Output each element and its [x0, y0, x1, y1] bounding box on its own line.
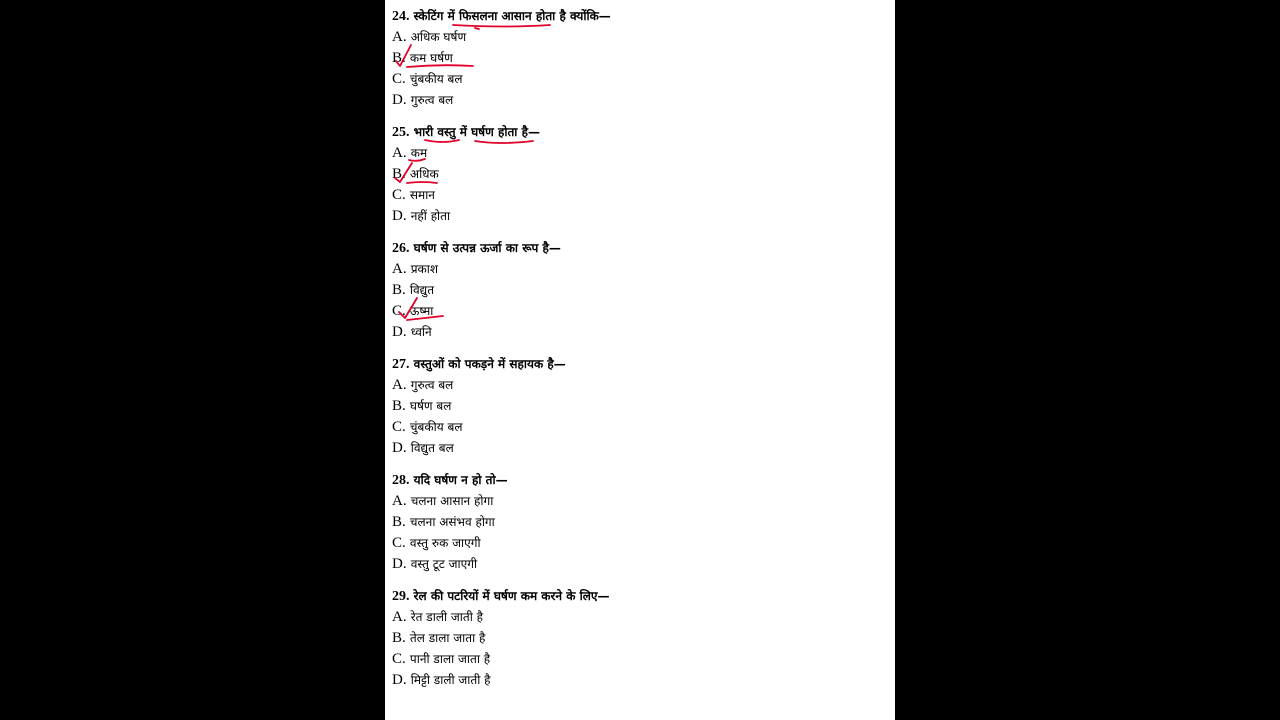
- option-letter: C.: [392, 187, 406, 203]
- option-letter: D.: [392, 440, 407, 456]
- option-28-a: [392, 491, 493, 511]
- option-letter: C.: [392, 71, 406, 87]
- option-text: कम: [410, 146, 428, 160]
- option-29-b: [392, 628, 485, 648]
- option-text: ध्वनि: [410, 325, 432, 339]
- option-letter: B.: [392, 630, 406, 646]
- question-number: 24.: [392, 9, 410, 24]
- question-29: [392, 586, 610, 606]
- option-letter: D.: [392, 92, 407, 108]
- option-text: कम घर्षण: [409, 51, 453, 65]
- option-letter: B.: [392, 398, 406, 414]
- option-text: विद्युत: [409, 283, 435, 297]
- option-letter: D.: [392, 324, 407, 340]
- option-text: ऊष्मा: [409, 304, 434, 318]
- option-letter: C.: [392, 535, 406, 551]
- option-24-c: [392, 69, 462, 89]
- option-24-d: [392, 90, 453, 110]
- question-28: [392, 470, 508, 490]
- option-text: अधिक: [409, 167, 439, 181]
- option-text: चुंबकीय बल: [409, 420, 463, 434]
- option-24-b: [392, 48, 453, 68]
- option-25-b: [392, 164, 439, 184]
- option-letter: A.: [392, 609, 407, 625]
- question-27: [392, 354, 566, 374]
- option-text: चुंबकीय बल: [409, 72, 463, 86]
- question-number: 27.: [392, 357, 410, 372]
- question-25: [392, 122, 540, 142]
- option-25-a: [392, 143, 427, 163]
- question-text: भारी वस्तु में घर्षण होता है—: [413, 125, 540, 139]
- option-letter: B.: [392, 514, 406, 530]
- option-text: वस्तु टूट जाएगी: [410, 557, 478, 571]
- question-text: वस्तुओं को पकड़ने में सहायक है—: [413, 357, 566, 371]
- option-28-d: [392, 554, 477, 574]
- option-letter: C.: [392, 651, 406, 667]
- option-text: गुरुत्व बल: [410, 378, 454, 392]
- question-number: 29.: [392, 589, 410, 604]
- option-27-d: [392, 438, 454, 458]
- option-text: गुरुत्व बल: [410, 93, 454, 107]
- option-letter: B.: [392, 50, 406, 66]
- option-letter: A.: [392, 29, 407, 45]
- question-text: स्केटिंग में फिसलना आसान होता है क्योंकि—: [413, 9, 611, 23]
- option-letter: D.: [392, 208, 407, 224]
- option-26-b: [392, 280, 434, 300]
- option-text: समान: [409, 188, 435, 202]
- option-letter: D.: [392, 672, 407, 688]
- question-text: यदि घर्षण न हो तो—: [413, 473, 508, 487]
- option-text: वस्तु रुक जाएगी: [409, 536, 481, 550]
- tick-mark: [475, 28, 479, 29]
- option-letter: A.: [392, 145, 407, 161]
- option-text: अधिक घर्षण: [410, 30, 467, 44]
- option-25-d: [392, 206, 450, 226]
- option-letter: A.: [392, 377, 407, 393]
- option-text: चलना आसान होगा: [410, 494, 494, 508]
- option-letter: A.: [392, 261, 407, 277]
- option-text: घर्षण बल: [409, 399, 452, 413]
- question-26: [392, 238, 561, 258]
- option-28-b: [392, 512, 495, 532]
- option-text: चलना असंभव होगा: [409, 515, 495, 529]
- option-text: पानी डाला जाता है: [409, 652, 491, 666]
- question-24: [392, 6, 611, 26]
- question-number: 26.: [392, 241, 410, 256]
- option-28-c: [392, 533, 481, 553]
- option-letter: D.: [392, 556, 407, 572]
- option-letter: A.: [392, 493, 407, 509]
- option-letter: B.: [392, 166, 406, 182]
- option-29-d: [392, 670, 491, 690]
- option-26-a: [392, 259, 438, 279]
- option-29-c: [392, 649, 490, 669]
- question-text: घर्षण से उत्पन्न ऊर्जा का रूप है—: [413, 241, 561, 255]
- option-letter: C.: [392, 419, 406, 435]
- option-letter: C.: [392, 303, 406, 319]
- option-27-b: [392, 396, 451, 416]
- option-25-c: [392, 185, 435, 205]
- option-text: प्रकाश: [410, 262, 439, 276]
- option-text: मिट्टी डाली जाती है: [410, 673, 491, 687]
- option-26-d: [392, 322, 432, 342]
- option-text: तेल डाला जाता है: [409, 631, 486, 645]
- option-27-c: [392, 417, 462, 437]
- option-27-a: [392, 375, 453, 395]
- option-text: नहीं होता: [410, 209, 451, 223]
- option-29-a: [392, 607, 483, 627]
- option-24-a: [392, 27, 466, 47]
- option-26-c: [392, 301, 433, 321]
- question-number: 25.: [392, 125, 410, 140]
- option-letter: B.: [392, 282, 406, 298]
- option-text: विद्युत बल: [410, 441, 454, 455]
- option-text: रेत डाली जाती है: [410, 610, 484, 624]
- question-text: रेल की पटरियों में घर्षण कम करने के लिए—: [413, 589, 610, 603]
- question-number: 28.: [392, 473, 410, 488]
- worksheet-page: [385, 0, 895, 720]
